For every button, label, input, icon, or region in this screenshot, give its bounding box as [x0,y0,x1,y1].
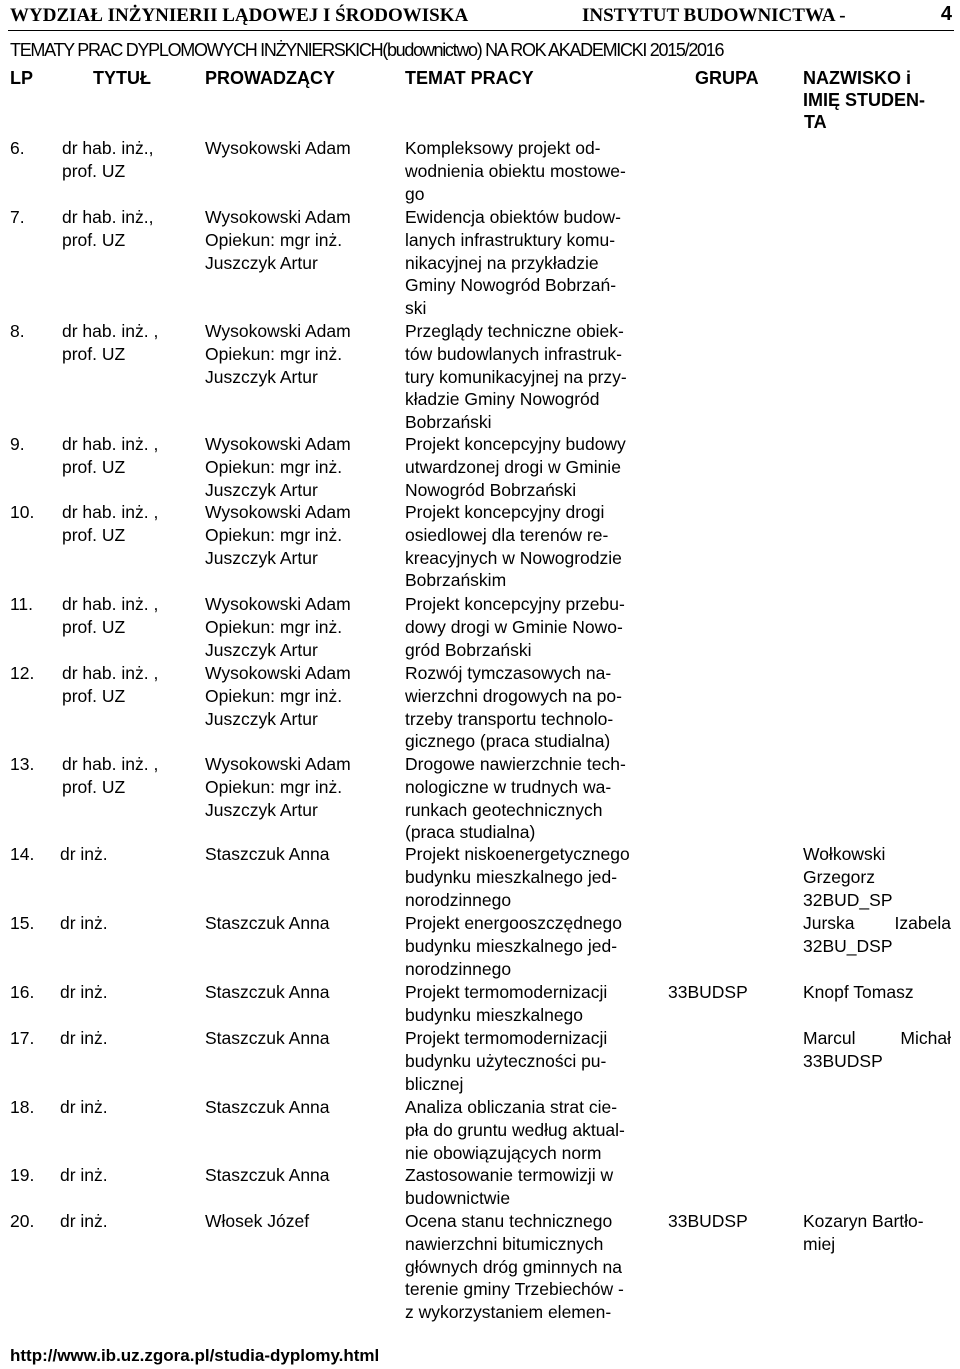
row-number: 11. [10,594,34,614]
row-number: 15. [10,913,35,933]
row-student [803,1027,951,1073]
row-topic [405,843,660,911]
row-lead-line: Wysokowski Adam [205,321,351,341]
col-student [803,67,925,133]
row-topic [405,137,660,205]
row-topic-line: Bobrzańskim [405,570,507,591]
row-number: 9. [10,434,25,454]
row-lead-line: Staszczuk Anna [205,1165,330,1185]
row-topic [405,501,660,592]
row-group: 33BUDSP [668,1211,748,1231]
row-lead [205,1210,400,1233]
row-lead [205,981,400,1004]
row-group: 33BUDSP [668,982,748,1002]
row-title [62,662,202,708]
row-lead [205,662,400,730]
row-topic-line: z wykorzystaniem elemen- [405,1302,612,1323]
row-lead-line: Opiekun: mgr inż. [205,524,343,545]
row-topic-line: Projekt niskoenergetycznego [405,844,630,864]
row-lead-line: Opiekun: mgr inż. [205,343,343,364]
row-title-line: dr hab. inż. , [62,594,159,614]
row-title-line: prof. UZ [62,776,126,797]
row-student-line: Kozaryn Bartło- [803,1211,924,1231]
row-lead-line: Opiekun: mgr inż. [205,229,343,250]
row-topic-line: Projekt koncepcyjny budowy [405,434,626,454]
col-topic: TEMAT PRACY [405,68,534,88]
row-lead-line: Wysokowski Adam [205,434,351,454]
row-topic-line: Zastosowanie termowizji w [405,1165,614,1185]
row-title [60,1164,200,1187]
row-student-line: Grzegorz [803,866,875,887]
row-student-line: 32BU_DSP [803,935,893,956]
row-topic-line: głównych dróg gminnych na [405,1256,622,1277]
row-number: 12. [10,663,35,683]
row-title-line: dr inż. [60,1165,108,1185]
row-topic-line: budownictwie [405,1187,511,1208]
row-title-line: dr hab. inż. , [62,754,159,774]
row-topic-line: Rozwój tymczasowych na- [405,663,612,683]
row-lead-line: Staszczuk Anna [205,1097,330,1117]
row-number: 6. [10,138,25,158]
col-student-line: TA [804,112,827,132]
row-lead-line: Staszczuk Anna [205,982,330,1002]
col-group: GRUPA [695,68,759,88]
row-topic-line: kreacyjnych w Nowogrodzie [405,547,622,568]
row-number: 7. [10,207,25,227]
row-title-line: dr inż. [60,913,108,933]
row-title-line: prof. UZ [62,685,126,706]
row-lead-line: Juszczyk Artur [205,547,318,568]
row-lead [205,593,400,661]
row-number: 16. [10,982,35,1002]
page-header [10,3,952,29]
row-lead-line: Wysokowski Adam [205,594,351,614]
row-title-line: prof. UZ [62,456,126,477]
row-number: 14. [10,844,35,864]
row-topic [405,1027,660,1095]
faculty-name: WYDZIAŁ INŻYNIERII LĄDOWEJ I ŚRODOWISKA [10,5,469,26]
row-number: 10. [10,502,35,522]
row-title-line: dr inż. [60,1097,108,1117]
row-title [62,137,202,183]
row-title-line: prof. UZ [62,160,126,181]
row-lead-line: Juszczyk Artur [205,708,318,729]
row-title-line: dr inż. [60,844,108,864]
row-topic-line: go [405,183,425,204]
row-topic [405,912,660,980]
row-lead [205,433,400,501]
row-title-line: dr inż. [60,1028,108,1048]
row-topic-line: Nowogród Bobrzański [405,479,577,500]
row-topic-line: wodnienia obiektu mostowe- [405,160,626,181]
row-lead-line: Staszczuk Anna [205,844,330,864]
row-topic-line: lanych infrastruktury komu- [405,229,616,250]
col-student-line: NAZWISKO i [803,68,911,88]
row-topic-line: Bobrzański [405,412,492,433]
row-title-line: dr hab. inż., [62,138,154,158]
row-topic-line: Projekt koncepcyjny drogi [405,502,605,522]
row-number: 18. [10,1097,35,1117]
row-student [803,981,951,1004]
institute-name: INSTYTUT BUDOWNICTWA - [582,5,846,26]
row-topic-line: gród Bobrzański [405,639,532,660]
row-title [60,981,200,1004]
row-topic-line: nie obowiązujących norm [405,1142,602,1163]
row-lead-line: Juszczyk Artur [205,252,318,273]
row-lead-line: Juszczyk Artur [205,799,318,820]
row-topic-line: (praca studialna) [405,822,536,843]
row-topic-line: blicznej [405,1073,464,1094]
row-title [60,912,200,935]
row-title-line: dr hab. inż. , [62,502,159,522]
row-student-line: Jurska Izabela [803,913,951,933]
row-topic-line: pła do gruntu według aktual- [405,1119,625,1140]
row-topic-line: Ocena stanu technicznego [405,1211,613,1231]
row-title [60,1096,200,1119]
row-lead-line: Opiekun: mgr inż. [205,616,343,637]
row-lead [205,912,400,935]
row-topic-line: tów budowlanych infrastruk- [405,343,622,364]
row-topic-line: runkach geotechnicznych [405,799,603,820]
row-topic [405,662,660,753]
row-topic-line: trzeby transportu technolo- [405,708,614,729]
row-topic [405,206,660,320]
row-title-line: dr inż. [60,1211,108,1231]
row-topic-line: kładzie Gminy Nowogród [405,389,600,410]
row-title-line: dr hab. inż., [62,207,154,227]
row-topic [405,320,660,434]
row-title [62,593,202,639]
row-student [803,843,951,911]
row-number: 13. [10,754,35,774]
row-lead-line: Wysokowski Adam [205,207,351,227]
row-lead-line: Juszczyk Artur [205,639,318,660]
row-topic-line: Projekt koncepcyjny przebu- [405,594,625,614]
row-number: 17. [10,1028,35,1048]
row-topic-line: Gminy Nowogród Bobrzań- [405,275,617,296]
row-title [60,1210,200,1233]
row-lead [205,137,400,160]
row-title-line: prof. UZ [62,524,126,545]
row-topic-line: terenie gminy Trzebiechów - [405,1279,624,1300]
row-title [62,206,202,252]
row-title [62,753,202,799]
row-lead [205,753,400,821]
row-lead [205,1027,400,1050]
row-topic-line: budynku użyteczności pu- [405,1050,607,1071]
row-topic-line: utwardzonej drogi w Gminie [405,456,621,477]
page-number: 4 [940,3,952,25]
col-lp: LP [10,68,34,88]
row-topic-line: Projekt termomodernizacji [405,1028,608,1048]
row-topic-line: nawierzchni bitumicznych [405,1233,604,1254]
row-number: 20. [10,1211,35,1231]
row-topic-line: ski [405,298,427,319]
row-title [62,433,202,479]
row-topic-line: nikacyjnej na przykładzie [405,252,599,273]
row-topic-line: tury komunikacyjnej na przy- [405,366,627,387]
row-topic [405,753,660,844]
row-lead-line: Włosek Józef [205,1211,310,1231]
row-lead-line: Wysokowski Adam [205,502,351,522]
row-topic-line: Ewidencja obiektów budow- [405,207,621,227]
row-topic-line: gicznego (praca studialna) [405,731,611,752]
row-topic-line: budynku mieszkalnego [405,1004,584,1025]
row-topic-line: Przeglądy techniczne obiek- [405,321,624,341]
row-title-line: dr hab. inż. , [62,434,159,454]
row-student [803,1210,951,1256]
row-topic-line: budynku mieszkalnego jed- [405,935,618,956]
row-title [60,843,200,866]
row-lead [205,206,400,274]
col-student-line: IMIĘ STUDEN- [803,90,926,110]
row-lead-line: Wysokowski Adam [205,754,351,774]
document-subtitle: TEMATY PRAC DYPLOMOWYCH INŻYNIERSKICH(budownictwo) NA ROK AKADEMICKI 2015/2016 [10,40,724,60]
row-lead [205,1096,400,1119]
row-student-line: Knopf Tomasz [803,982,914,1002]
row-number: 8. [10,321,25,341]
row-topic-line: Kompleksowy projekt od- [405,138,601,158]
row-topic [405,593,660,661]
row-topic-line: budynku mieszkalnego jed- [405,866,618,887]
row-lead-line: Juszczyk Artur [205,479,318,500]
row-lead [205,1164,400,1187]
row-topic [405,981,660,1027]
row-lead-line: Wysokowski Adam [205,663,351,683]
row-title [60,1027,200,1050]
col-lead: PROWADZĄCY [205,68,335,88]
row-student-line: Wołkowski [803,844,886,864]
row-topic-line: Projekt termomodernizacji [405,982,608,1002]
row-lead-line: Opiekun: mgr inż. [205,776,343,797]
row-topic [405,1210,660,1324]
row-lead-line: Opiekun: mgr inż. [205,685,343,706]
row-topic [405,1164,660,1210]
row-student-line: Marcul Michał [803,1028,951,1048]
row-title-line: dr hab. inż. , [62,321,159,341]
row-topic-line: wierzchni drogowych na po- [405,685,622,706]
row-title [62,501,202,547]
row-topic-line: norodzinnego [405,958,512,979]
row-topic-line: osiedlowej dla terenów re- [405,524,609,545]
row-topic-line: dowy drogi w Gminie Nowo- [405,616,623,637]
row-title-line: dr hab. inż. , [62,663,159,683]
row-lead-line: Opiekun: mgr inż. [205,456,343,477]
row-title-line: prof. UZ [62,616,126,637]
row-topic-line: Drogowe nawierzchnie tech- [405,754,626,774]
row-topic-line: nologiczne w trudnych wa- [405,776,612,797]
col-title: TYTUŁ [93,68,151,88]
row-student-line: 32BUD_SP [803,889,893,910]
row-lead-line: Juszczyk Artur [205,366,318,387]
footer-url: http://www.ib.uz.zgora.pl/studia-dyplomy.html [10,1346,380,1365]
row-student-line: miej [803,1233,836,1254]
row-topic-line: Analiza obliczania strat cie- [405,1097,618,1117]
header-rule [8,30,954,31]
row-number: 19. [10,1165,35,1185]
row-topic [405,1096,660,1164]
row-lead [205,320,400,388]
row-topic-line: norodzinnego [405,889,512,910]
row-title [62,320,202,366]
row-student [803,912,951,958]
row-lead [205,843,400,866]
row-student-line: 33BUDSP [803,1050,883,1071]
row-lead-line: Staszczuk Anna [205,913,330,933]
row-title-line: prof. UZ [62,343,126,364]
row-lead-line: Wysokowski Adam [205,138,351,158]
row-lead [205,501,400,569]
row-topic-line: Projekt energooszczędnego [405,913,622,933]
row-title-line: prof. UZ [62,229,126,250]
row-title-line: dr inż. [60,982,108,1002]
row-lead-line: Staszczuk Anna [205,1028,330,1048]
row-topic [405,433,660,501]
